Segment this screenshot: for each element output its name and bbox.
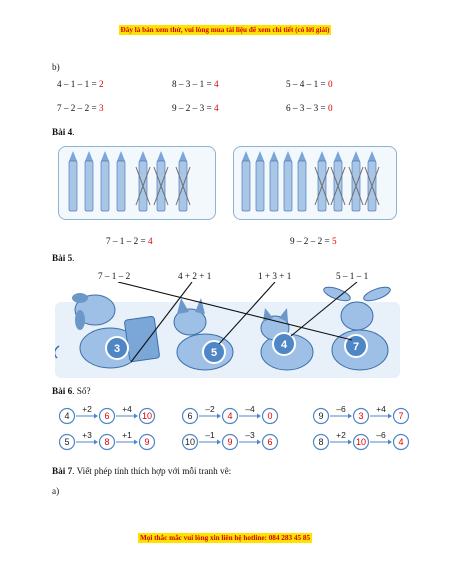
number-circle bbox=[223, 409, 238, 424]
number-circle bbox=[263, 409, 278, 424]
exercise-4-equation-2 bbox=[290, 236, 337, 246]
ball-number: 3 bbox=[113, 343, 121, 355]
circle-number: 10 bbox=[355, 437, 367, 448]
equation-answer: 2 bbox=[98, 79, 104, 89]
arrow-operation: +1 bbox=[122, 430, 132, 440]
number-circle bbox=[263, 435, 278, 450]
crayon-icon bbox=[85, 151, 93, 211]
exercise-5-title: Bài 5 bbox=[52, 253, 73, 263]
expression-3: 1 + 3 + 1 bbox=[258, 271, 292, 281]
crayon-icon bbox=[298, 151, 306, 211]
exercise-5-dot: . bbox=[72, 253, 75, 263]
number-ball-7 bbox=[345, 335, 367, 357]
equation-answer: 4 bbox=[213, 79, 219, 89]
arrow-operation: –3 bbox=[245, 430, 255, 440]
number-circle bbox=[354, 435, 369, 450]
arrow-operation: +4 bbox=[122, 404, 132, 414]
equation-lhs: 9 – 2 – 2 = bbox=[290, 236, 330, 246]
equation bbox=[286, 79, 333, 89]
exercise-7-heading bbox=[52, 466, 231, 476]
equation-lhs: 5 – 4 – 1 = bbox=[286, 79, 326, 89]
crayon-icon bbox=[117, 151, 125, 211]
exercise-4-heading bbox=[52, 127, 74, 137]
number-circle bbox=[314, 435, 329, 450]
exercise-7-text: . Viết phép tính thích hợp với mỗi tranh vẽ: bbox=[72, 466, 232, 476]
circle-number: 4 bbox=[64, 411, 70, 422]
expression-4: 5 – 1 – 1 bbox=[336, 271, 369, 281]
number-ball-5 bbox=[203, 341, 225, 363]
equation-answer: 0 bbox=[327, 103, 333, 113]
number-circle bbox=[60, 435, 75, 450]
circle-number: 10 bbox=[184, 437, 196, 448]
arrow-icon bbox=[370, 404, 392, 419]
circle-number: 10 bbox=[141, 411, 153, 422]
number-ball-3 bbox=[106, 337, 128, 359]
circle-number: 6 bbox=[187, 411, 193, 422]
circle-number: 4 bbox=[398, 437, 404, 448]
equation-lhs: 9 – 2 – 3 = bbox=[172, 103, 212, 113]
crayon-icon bbox=[242, 151, 250, 211]
equation-answer: 5 bbox=[331, 236, 337, 246]
circle-number: 4 bbox=[227, 411, 233, 422]
equation bbox=[172, 79, 219, 89]
arrow-icon bbox=[199, 404, 221, 419]
number-circle bbox=[140, 409, 155, 424]
number-circle bbox=[394, 409, 409, 424]
exercise-4-title: Bài 4 bbox=[52, 127, 73, 137]
equation-lhs: 7 – 2 – 2 = bbox=[57, 103, 97, 113]
equation bbox=[57, 79, 104, 89]
circle-number: 6 bbox=[104, 411, 110, 422]
preview-notice-text: Đây là bản xem thử, vui lòng mua tài liệu để xem chi tiết (có lời giải) bbox=[120, 26, 330, 34]
exercise-4-dot: . bbox=[72, 127, 75, 137]
crossed-crayon-icon bbox=[349, 151, 363, 211]
exercise-7-title: Bài 7 bbox=[52, 466, 73, 476]
arrow-operation: +3 bbox=[82, 430, 92, 440]
arrow-operation: –4 bbox=[245, 404, 255, 414]
crayon-picture-right bbox=[233, 146, 397, 220]
ball-number: 5 bbox=[210, 347, 218, 359]
equation-lhs: 7 – 1 – 2 = bbox=[106, 236, 146, 246]
expression-1: 7 – 1 – 2 bbox=[98, 271, 131, 281]
exercise-4-equation-1 bbox=[106, 236, 153, 246]
arrow-icon bbox=[116, 404, 138, 419]
expression-2: 4 + 2 + 1 bbox=[178, 271, 212, 281]
equation-answer: 0 bbox=[327, 79, 333, 89]
crayon-icon-group bbox=[59, 147, 215, 219]
equation-lhs: 4 – 1 – 1 = bbox=[57, 79, 97, 89]
equation bbox=[286, 103, 333, 113]
part-b-label: b) bbox=[52, 62, 60, 72]
crayon-icon-group bbox=[234, 147, 396, 219]
hotline-text: Mọi thắc mắc vui lòng xin liên hệ hotline: 084 283 45 85 bbox=[139, 534, 311, 542]
number-circle bbox=[140, 435, 155, 450]
ball-number: 7 bbox=[352, 341, 360, 353]
circle-number: 9 bbox=[227, 437, 233, 448]
crossed-crayon-icon bbox=[154, 151, 168, 211]
number-circle bbox=[183, 409, 198, 424]
circle-number: 0 bbox=[267, 411, 273, 422]
crossed-crayon-icon bbox=[331, 151, 345, 211]
equation-answer: 4 bbox=[213, 103, 219, 113]
number-circle bbox=[354, 409, 369, 424]
arrow-icon bbox=[199, 430, 221, 445]
equation bbox=[172, 103, 219, 113]
arrow-icon bbox=[76, 404, 98, 419]
crossed-crayon-icon bbox=[136, 151, 150, 211]
arrow-icon bbox=[116, 430, 138, 445]
number-chains bbox=[55, 404, 415, 456]
arrow-operation: –1 bbox=[205, 430, 215, 440]
circle-number: 6 bbox=[267, 437, 273, 448]
arrow-icon bbox=[330, 430, 352, 445]
arrow-operation: +2 bbox=[82, 404, 92, 414]
number-circle bbox=[60, 409, 75, 424]
arrow-icon bbox=[370, 430, 392, 445]
crossed-crayon-icon bbox=[176, 151, 190, 211]
arrow-icon bbox=[330, 404, 352, 419]
number-circle bbox=[394, 435, 409, 450]
ball-number: 4 bbox=[280, 339, 288, 351]
arrow-operation: +4 bbox=[376, 404, 386, 414]
number-circle bbox=[314, 409, 329, 424]
crossed-crayon-icon bbox=[315, 151, 329, 211]
exercise-6-title: Bài 6 bbox=[52, 386, 73, 396]
equation bbox=[57, 103, 104, 113]
number-circle bbox=[223, 435, 238, 450]
circle-number: 7 bbox=[398, 411, 404, 422]
circle-number: 9 bbox=[144, 437, 150, 448]
crayon-icon bbox=[69, 151, 77, 211]
circle-number: 9 bbox=[318, 411, 324, 422]
circle-number: 8 bbox=[318, 437, 324, 448]
crayon-icon bbox=[101, 151, 109, 211]
animals-picture bbox=[55, 282, 400, 378]
arrow-icon bbox=[76, 430, 98, 445]
number-circle bbox=[183, 435, 198, 450]
equation-lhs: 6 – 3 – 3 = bbox=[286, 103, 326, 113]
hotline-banner bbox=[0, 534, 450, 542]
arrow-operation: –2 bbox=[205, 404, 215, 414]
circle-number: 8 bbox=[104, 437, 110, 448]
equation-answer: 3 bbox=[98, 103, 104, 113]
equation-lhs: 8 – 3 – 1 = bbox=[172, 79, 212, 89]
crayon-icon bbox=[284, 151, 292, 211]
arrow-operation: –6 bbox=[376, 430, 386, 440]
arrow-icon bbox=[239, 404, 261, 419]
crossed-crayon-icon bbox=[365, 151, 379, 211]
arrow-operation: –6 bbox=[336, 404, 346, 414]
exercise-6-heading bbox=[52, 386, 91, 396]
part-a-label: a) bbox=[52, 486, 60, 496]
number-ball-4 bbox=[273, 333, 295, 355]
crayon-icon bbox=[256, 151, 264, 211]
circle-number: 5 bbox=[64, 437, 70, 448]
number-circle bbox=[100, 409, 115, 424]
crayon-picture-left bbox=[58, 146, 216, 220]
preview-notice-banner bbox=[0, 26, 450, 34]
equation-answer: 4 bbox=[147, 236, 153, 246]
circle-number: 3 bbox=[358, 411, 364, 422]
arrow-icon bbox=[239, 430, 261, 445]
exercise-6-text: . Số? bbox=[72, 386, 91, 396]
number-circle bbox=[100, 435, 115, 450]
arrow-operation: +2 bbox=[336, 430, 346, 440]
exercise-5-heading bbox=[52, 253, 74, 263]
crayon-icon bbox=[270, 151, 278, 211]
